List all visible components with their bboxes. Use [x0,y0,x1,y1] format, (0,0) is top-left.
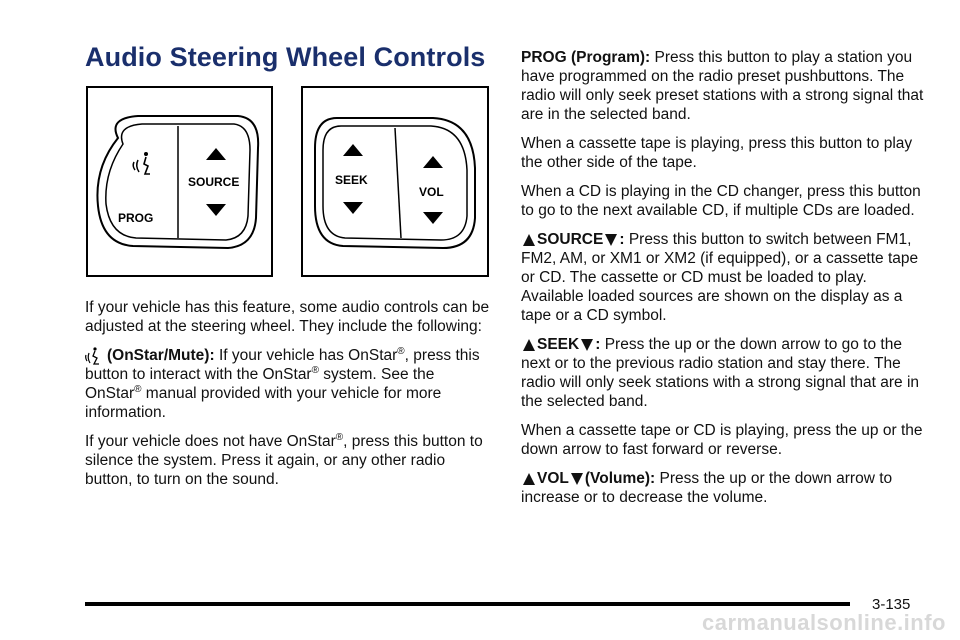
prog-text: Press this button to play a station you have programmed on the radio preset pushbuttons. The radio will only seek preset stations with a strong signal that are in the selected band. [521,49,924,123]
source-heading: SOURCE [537,231,604,248]
seek-heading: SEEK [537,336,580,353]
seek-colon: : [595,336,601,353]
onstar-text-c: system. See the OnStar [85,366,435,402]
source-colon: : [619,231,625,248]
right-column [521,48,931,517]
seek-up-arrow [343,144,363,156]
vol-heading: VOL [537,470,569,487]
source-down-arrow [206,204,226,216]
left-column [85,298,490,499]
footer-rule [85,602,850,606]
onstar-text-b: , press this button to interact with the OnStar [85,347,480,383]
vol-label: VOL [419,185,444,199]
registered-mark: ® [397,345,405,357]
onstar-paragraph [85,346,490,422]
prog-label: PROG [118,211,154,225]
seek-ff-paragraph: When a cassette tape or CD is playing, press the up or the down arrow to fast forward or reverse. [521,422,923,458]
cassette-prog-paragraph: When a cassette tape is playing, press this button to play the other side of the tape. [521,135,913,171]
up-arrow-icon [523,234,535,246]
seek-label: SEEK [335,173,368,187]
onstar-icon [85,347,101,365]
down-arrow-icon [581,339,593,351]
vol-up-arrow [423,156,443,168]
registered-mark: ® [134,383,142,395]
prog-heading: PROG (Program): [521,49,651,66]
seek-down-arrow [343,202,363,214]
source-text: Press this button to switch between FM1, FM2, AM, or XM1 or XM2 (if equipped), or a cassette tape or CD. The cassette or CD must be loaded to play. Available loaded sources are shown on the display as a tape or a CD symbol. [521,231,919,324]
no-onstar-paragraph [85,432,490,489]
up-arrow-icon [523,339,535,351]
right-control-figure [301,86,489,277]
seek-paragraph [521,335,931,411]
onstar-text-d: manual provided with your vehicle for more information. [85,385,442,421]
up-arrow-icon [523,473,535,485]
source-paragraph [521,230,931,325]
vol-down-arrow [423,212,443,224]
down-arrow-icon [571,473,583,485]
no-onstar-text-a: If your vehicle does not have OnStar [85,433,336,450]
page-title: Audio Steering Wheel Controls [85,42,486,72]
onstar-text-a: If your vehicle has OnStar [218,347,398,364]
intro-paragraph: If your vehicle has this feature, some audio controls can be adjusted at the steering wheel. They include the following: [85,299,490,335]
vol-paragraph [521,469,931,507]
registered-mark: ® [335,431,344,443]
left-control-figure [86,86,273,277]
source-label: SOURCE [188,175,240,189]
onstar-label: (OnStar/Mute): [107,347,215,364]
registered-mark: ® [311,364,319,376]
source-up-arrow [206,148,226,160]
right-control-illustration [303,88,487,275]
page-number: 3-135 [872,596,911,613]
cd-prog-paragraph: When a CD is playing in the CD changer, press this button to go to the next available CD, if multiple CDs are loaded. [521,183,921,219]
no-onstar-text-b: , press this button to silence the system. Press it again, or any other radio button, to turn on the sound. [85,433,483,488]
onstar-icon [133,152,150,174]
seek-text: Press the up or the down arrow to go to the next or to the previous radio station and stay there. The radio will only seek stations with a strong signal that are in the selected band. [521,336,920,410]
down-arrow-icon [605,234,617,246]
vol-text: Press the up or the down arrow to increase or to decrease the volume. [521,470,893,506]
watermark: carmanualsonline.info [702,610,946,635]
left-control-illustration [88,88,271,275]
vol-heading-suffix: (Volume): [584,470,656,487]
prog-paragraph [521,48,931,124]
